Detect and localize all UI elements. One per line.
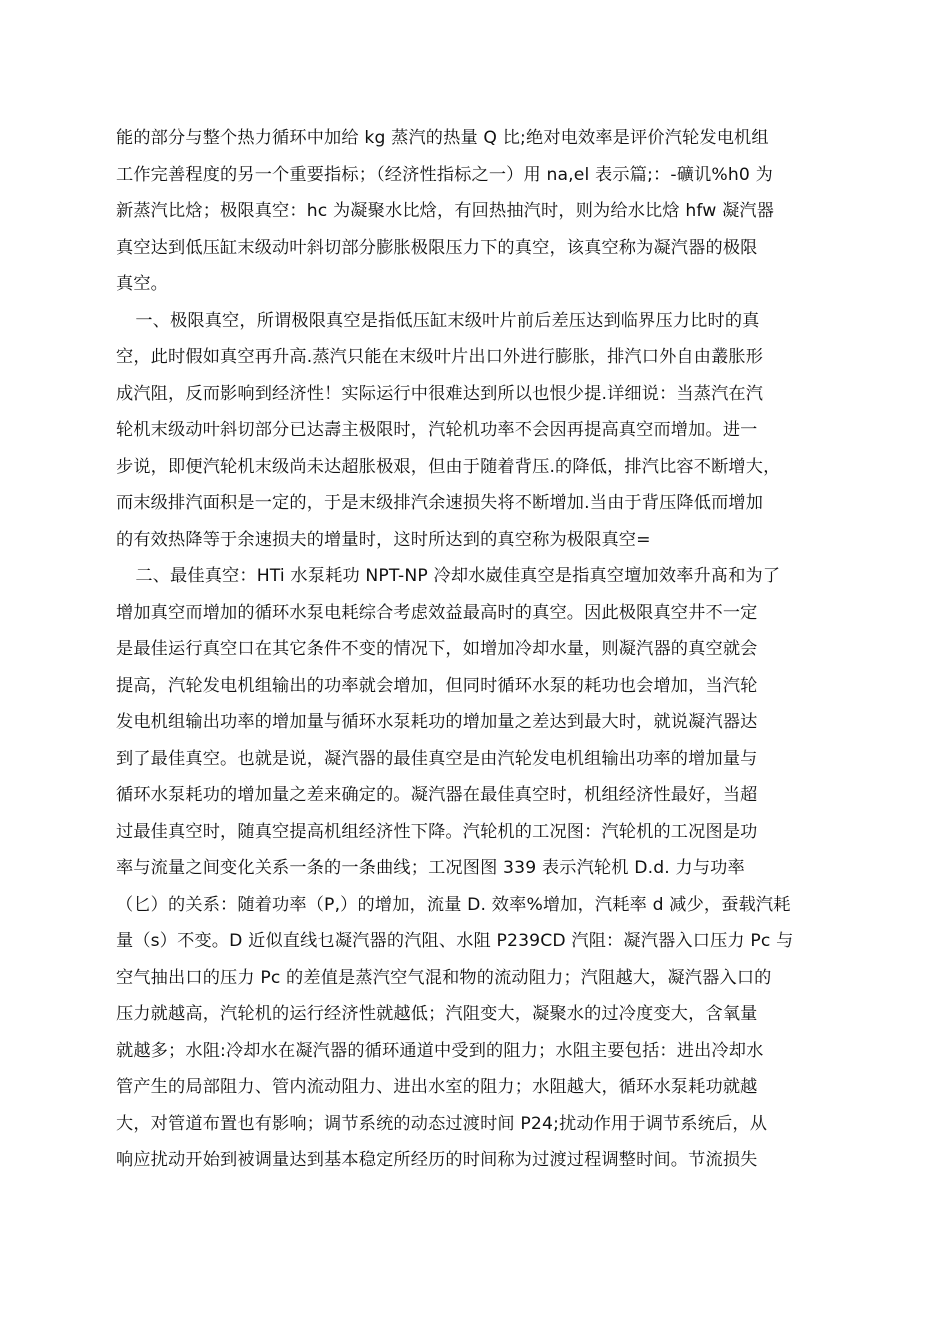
text-line: 过最佳真空时，随真空提高机组经济性下降。汽轮机的工况图：汽轮机的工况图是功 xyxy=(116,821,758,842)
text-line: 管产生的局部阻力、管内流动阻力、进出水室的阻力；水阻越大，循环水泵耗功就越 xyxy=(116,1077,758,1097)
section-two-first-line: 二、最佳真空：HTi 水泵耗功 NPT-NP 冷却水崴佳真空是指真空壇加效率升髙和为了 xyxy=(118,566,781,586)
text-line: 循环水泵耗功的增加量之差来确定的。凝汽器在最佳真空时，机组经济性最好，当超 xyxy=(116,785,758,805)
text-line: 大，对管道布置也有影响；调节系统的动态过渡时间 P24;扰动作用于调节系统后，从 xyxy=(116,1113,768,1134)
text-line: 真空。 xyxy=(116,274,169,294)
text-line: 空，此时假如真空再升高.蒸汽只能在末级叶片出口外进行膨胀，排汽口外自由叢胀形 xyxy=(116,347,764,367)
text-line: 到了最佳真空。也就是说，凝汽器的最佳真空是由汽轮发电机组输出功率的增加量与 xyxy=(116,748,758,769)
section-one-first-line: 一、极限真空，所谓极限真空是指低压缸末级叶片前后差压达到临界压力比时的真 xyxy=(118,310,760,331)
text-line: 的有效热降等于余速损夫的增量时，这时所达到的真空称为极限真空= xyxy=(116,529,651,550)
text-line: 增加真空而增加的循环水泵电耗综合考虑效益最高时的真空。因此极限真空井不一定 xyxy=(116,602,758,623)
text-line: 工作完善程度的另一个重要指标；（经济性指标之一）用 na,el 表示篇;：-礦讥%h0 为 xyxy=(116,164,773,185)
text-line: 提高，汽轮发电机组输出的功率就会增加，但同时循环水泵的耗功也会增加，当汽轮 xyxy=(116,675,758,696)
text-line: 量（s）不变。D 近似直线乜凝汽器的汽阻、水阻 P239CD 汽阻：凝汽器入口压力 Pc 与 xyxy=(116,931,794,951)
text-line: 而末级排汽面积是一定的，于是末级排汽余速损失将不断增加.当由于背压降低而增加 xyxy=(116,493,764,513)
text-line: 新蒸汽比焓；极限真空：hc 为凝聚水比焓，有回热抽汽时，则为给水比焓 hfw 凝汽器 xyxy=(116,201,775,221)
text-line: 就越多；水阻:冷却水在凝汽器的循环通道中受到的阻力；水阻主要包括：进出冷却水 xyxy=(116,1040,764,1061)
text-line: 压力就越高，汽轮机的运行经济性就越低；汽阻变大，凝聚水的过冷度变大，含氧量 xyxy=(116,1004,758,1024)
text-line: 发电机组输出功率的增加量与循环水泵耗功的增加量之差达到最大时，就说凝汽器达 xyxy=(116,712,758,732)
text-line: 响应扰动开始到被调量达到基本稳定所经历的时间称为过渡过程调整时间。节流损失 xyxy=(116,1150,758,1170)
text-line: 能的部分与整个热力循环中加给 kg 蒸汽的热量 Q 比;绝对电效率是评价汽轮发电机组 xyxy=(116,128,769,148)
text-line: 真空达到低压缸末级动叶斜切部分膨胀极限压力下的真空，该真空称为凝汽器的极限 xyxy=(116,237,758,258)
text-line: 步说，即便汽轮机末级尚未达超胀极艰，但由于随着背压.的降低，排汽比容不断增大， xyxy=(116,456,781,477)
document-body xyxy=(116,120,838,1179)
text-line: 轮机末级动叶斜切部分已达壽主极限时，汽轮机功率不会因再提高真空而增加。进一 xyxy=(116,420,758,440)
text-line: 率与流量之间变化关系一条的一条曲线；工况图图 339 表示汽轮机 D.d. 力与功率 xyxy=(116,858,745,878)
text-line: 是最佳运行真空口在其它条件不变的情况下，如增加冷却水量，则凝汽器的真空就会 xyxy=(116,639,758,659)
text-line: （匕）的关系：随着功率（P,）的增加，流量 D. 效率%增加，汽耗率 d 减少，蚕载汽耗 xyxy=(116,894,791,915)
text-line: 空气抽出口的压力 Pc 的差值是蒸汽空气混和物的流动阻力；汽阻越大，凝汽器入口的 xyxy=(116,967,772,988)
text-line: 成汽阻，反而影响到经济性！实际运行中很难达到所以也恨少提.详细说：当蒸汽在汽 xyxy=(116,383,764,404)
